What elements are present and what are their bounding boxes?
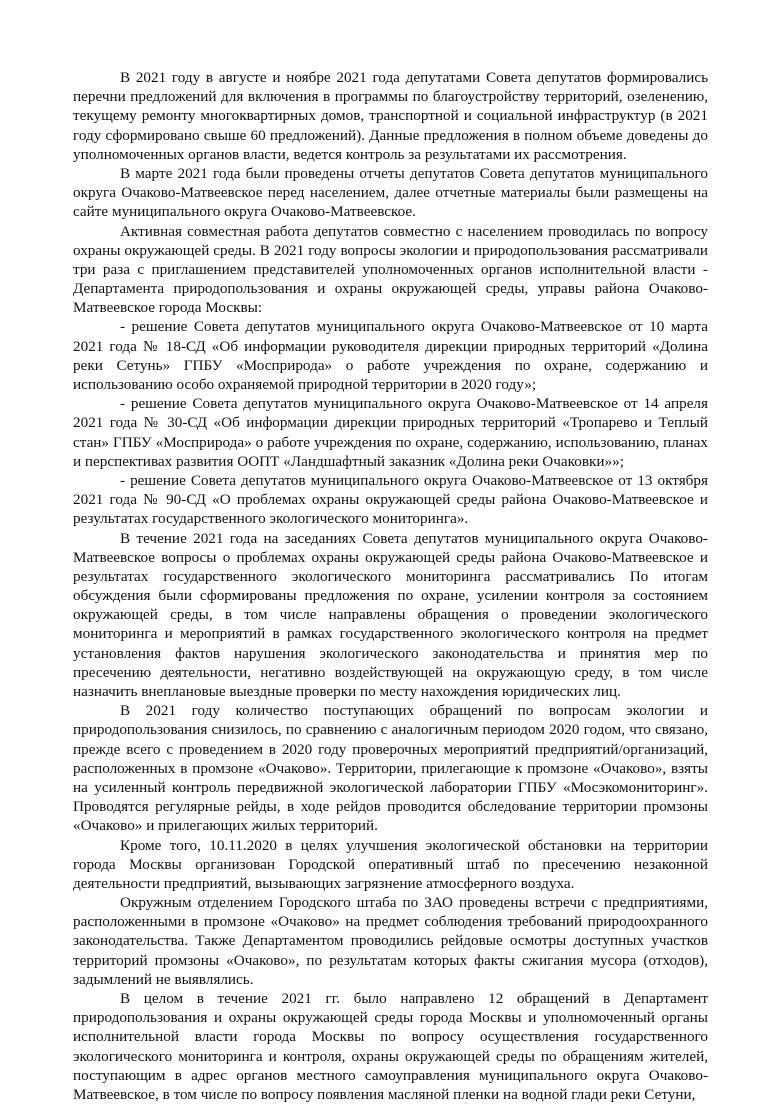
list-item-decision-30: - решение Совета депутатов муниципального округа Очаково-Матвеевское от 14 апреля 2021 года № 30-СД «Об информации дирекции природных территорий «Тропарево и Теплый стан» ГПБУ «Мосприрода» о работе учреждения по охране, содержанию, использованию, планах и перспективах развития ООПТ «Ландшафтный заказник «Долина реки Очаковки»»; xyxy=(73,395,708,470)
paragraph-reports: В марте 2021 года были проведены отчеты депутатов Совета депутатов муниципального округа Очаково-Матвеевское перед населением, далее отчетные материалы были размещены на сайте муниципального округа Очаково-Матвеевское. xyxy=(73,164,708,221)
document-page xyxy=(73,68,708,1104)
paragraph-total-appeals: В целом в течение 2021 гг. было направлено 12 обращений в Департамент природопользования и охраны окружающей среды города Москвы и уполномоченный органы исполнительной власти города Москвы по вопросу осуществления государственного экологического мониторинга и контроля, охраны окружающей среды по обращениям жителей, поступающим в адрес органов местного самоуправления муниципального округа Очаково-Матвеевское, в том числе по вопросу появления масляной пленки на водной глади реки Сетуни, xyxy=(73,990,708,1103)
paragraph-district-office: Окружным отделением Городского штаба по ЗАО проведены встречи с предприятиями, расположенными в промзоне «Очаково» на предмет соблюдения требований природоохранного законодательства. Также Департаментом проводились рейдовые осмотры доступных участков территорий промзоны «Очаково», по результатам которых факты сжигания мусора (отходов), задымлений не выявлялись. xyxy=(73,894,708,988)
paragraph-city-hq: Кроме того, 10.11.2020 в целях улучшения экологической обстановки на территории города Москвы организован Городской оперативный штаб по пресечению незаконной деятельности предприятий, вызывающих загрязнение атмосферного воздуха. xyxy=(73,836,708,892)
list-item-decision-18: - решение Совета депутатов муниципального округа Очаково-Матвеевское от 10 марта 2021 года № 18-СД «Об информации руководителя дирекции природных территорий «Долина реки Сетунь» ГПБУ «Мосприрода» о работе учреждения по охране, содержанию и использованию особо охраняемой природной территории в 2020 году»; xyxy=(73,318,708,393)
paragraph-appeals-2021: В 2021 году количество поступающих обращений по вопросам экологии и природопользования снизилось, по сравнению с аналогичным периодом 2020 годом, что связано, прежде всего с проведением в 2020 году проверочных мероприятий предприятий/организаций, расположенных в промзоне «Очаково». Территории, прилегающие к промзоне «Очаково», взяты на усиленный контроль передвижной экологической лаборатории ГПБУ «Мосэкомониторинг». Проводятся регулярные рейды, в ходе рейдов проводится обследование территории промзоны «Очаково» и прилегающих жилых территорий. xyxy=(73,702,708,835)
paragraph-proposals: В 2021 году в августе и ноябре 2021 года депутатами Совета депутатов формировались перечни предложений для включения в программы по благоустройству территорий, озеленению, текущему ремонту многоквартирных домов, транспортной и социальной инфраструктур (в 2021 году сформировано свыше 60 предложений). Данные предложения в полном объеме доведены до уполномоченных органов власти, ведется контроль за результатами их рассмотрения. xyxy=(73,69,708,163)
list-item-decision-90: - решение Совета депутатов муниципального округа Очаково-Матвеевское от 13 октября 2021 года № 90-СД «О проблемах охраны окружающей среды района Очаково-Матвеевское и результатах государственного экологического мониторинга». xyxy=(73,471,708,528)
paragraph-monitoring: В течение 2021 года на заседаниях Совета депутатов муниципального округа Очаково-Матвеевское вопросы о проблемах охраны окружающей среды района Очаково-Матвеевское и результатах государственного экологического мониторинга рассматривались По итогам обсуждения были сформированы предложения по охране, усилении контроля за состоянием окружающей среды, в том числе направлены обращения о проведении экологического мониторинга и мероприятий в рамках государственного экологического контроля на предмет установления фактов нарушения экологического законодательства и принятия мер по пресечению деятельности, негативно воздействующей на окружающую среду, в том числе назначить внеплановые выездные проверки по месту нахождения юридических лиц. xyxy=(73,529,708,700)
paragraph-ecology-intro: Активная совместная работа депутатов совместно с населением проводилась по вопросу охраны окружающей среды. В 2021 году вопросы экологии и природопользования рассматривали три раза с приглашением представителей уполномоченных органов исполнительной власти - Департамента природопользования и охраны окружающей среды, управы района Очаково-Матвеевское города Москвы: xyxy=(73,222,708,317)
